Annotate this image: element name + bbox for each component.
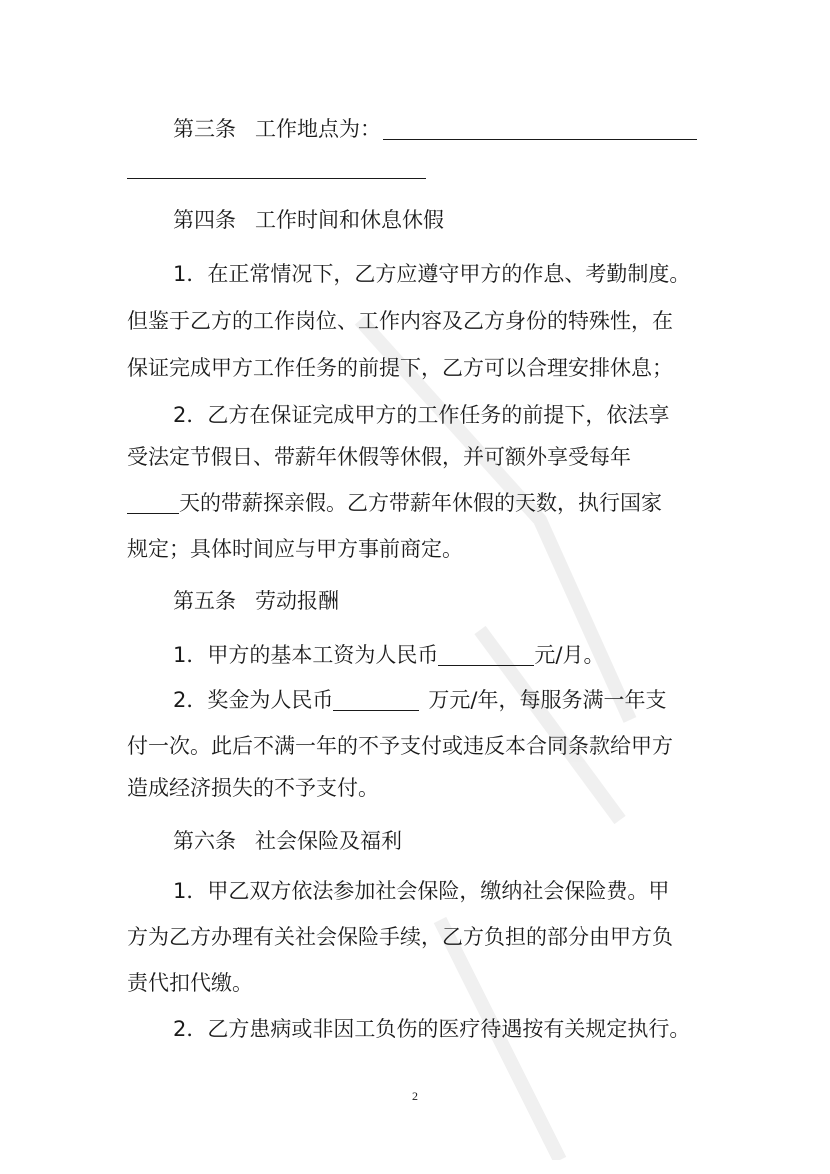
article5-p1-unit: 元/月。	[534, 643, 605, 667]
article5-p2-line3: 造成经济损失的不予支付。	[127, 776, 379, 800]
work-location-blank-continued	[127, 178, 426, 179]
home-leave-days-blank	[127, 491, 179, 514]
work-location-blank	[383, 117, 697, 140]
article6-p1-line1: 1．甲乙双方依法参加社会保险，缴纳社会保险费。甲	[173, 879, 670, 903]
article4-p1-line3: 保证完成甲方工作任务的前提下，乙方可以合理安排休息；	[127, 356, 673, 380]
article3-heading: 第三条	[173, 117, 236, 141]
article4-p2-line3	[127, 489, 662, 517]
article3-line	[173, 115, 697, 143]
article5-header	[173, 587, 339, 615]
article5-heading: 第五条	[173, 589, 236, 613]
article3-text: 工作地点为：	[255, 117, 381, 141]
basic-salary-blank	[438, 643, 534, 666]
page-number: 2	[412, 1089, 418, 1103]
article6-heading: 第六条	[173, 829, 236, 853]
article5-p1-text: 1．甲方的基本工资为人民币	[173, 643, 439, 667]
article4-p2-line4: 规定；具体时间应与甲方事前商定。	[127, 537, 463, 561]
article4-p2-line2: 受法定节假日、带薪年休假等休假，并可额外享受每年	[127, 445, 631, 469]
article5-p2-text: 2．奖金为人民币	[173, 688, 334, 712]
article5-p2-line2: 付一次。此后不满一年的不予支付或违反本合同条款给甲方	[127, 734, 673, 758]
article4-p1-line1: 1．在正常情况下，乙方应遵守甲方的作息、考勤制度。	[173, 262, 691, 286]
article5-p2-unit: 万元/年，每服务满一年支	[428, 688, 667, 712]
article4-p2-line1: 2．乙方在保证完成甲方的工作任务的前提下，依法享	[173, 403, 670, 427]
article5-title: 劳动报酬	[255, 589, 339, 613]
article6-header	[173, 827, 402, 855]
article5-p2-line1	[173, 686, 666, 714]
article6-title: 社会保险及福利	[255, 829, 402, 853]
article4-header	[173, 206, 444, 234]
article4-p1-line2: 但鉴于乙方的工作岗位、工作内容及乙方身份的特殊性，在	[127, 309, 673, 333]
article4-title: 工作时间和休息休假	[255, 208, 444, 232]
article6-p2: 2．乙方患病或非因工负伤的医疗待遇按有关规定执行。	[173, 1017, 691, 1041]
article4-heading: 第四条	[173, 208, 236, 232]
article5-p1	[173, 641, 604, 669]
bonus-blank	[333, 688, 419, 711]
article6-p1-line2: 方为乙方办理有关社会保险手续，乙方负担的部分由甲方负	[127, 925, 673, 949]
article6-p1-line3: 责代扣代缴。	[127, 971, 253, 995]
article4-p2-line3-text: 天的带薪探亲假。乙方带薪年休假的天数，执行国家	[179, 491, 662, 515]
